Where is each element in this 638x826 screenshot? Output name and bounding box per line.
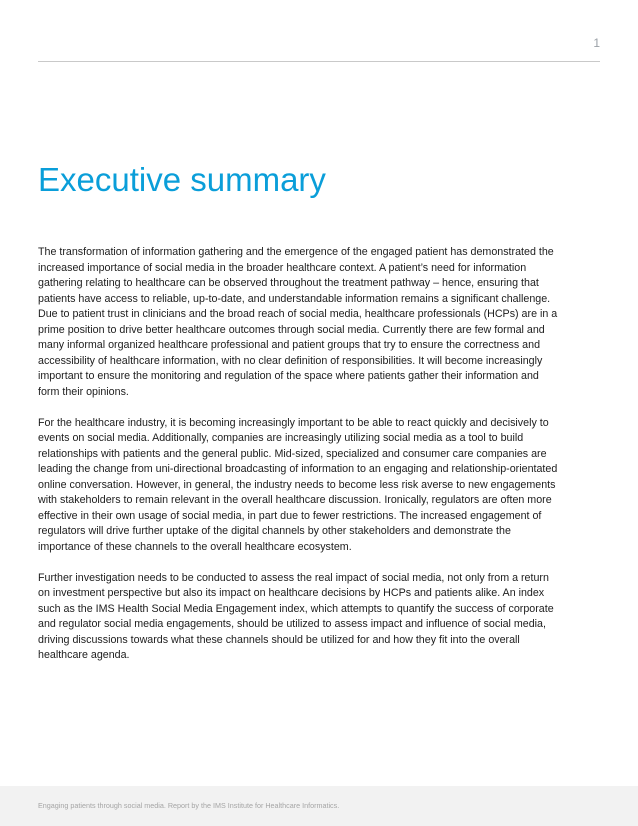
paragraph-1: The transformation of information gathering and the emergence of the engaged patient has demonstrated the increased importance of social media in the broader healthcare context. A patient’s need for information gathering relating to healthcare can be observed throughout the treatment pathway – hence, ensuring that patients have access to reliable, up-to-date, and understandable information remains a significant challenge. Due to patient trust in clinicians and the broad reach of social media, healthcare professionals (HCPs) are in a prime position to drive better healthcare outcomes through social media. Currently there are few formal and many informal organized healthcare professional and patient groups that try to ensure the correctness and accessibility of healthcare information, with no clear definition of responsibilities. It will become increasingly important to ensure the monitoring and regulation of the space where patients gather their information and form their opinions. [38, 246, 558, 398]
header-divider [38, 61, 600, 62]
paragraph-3: Further investigation needs to be conducted to assess the real impact of social media, not only from a return on investment perspective but also its impact on healthcare decisions by HCPs and patients alike. An index such as the IMS Health Social Media Engagement index, which attempts to quantify the success of corporate and regulator social media engagements, should be utilized to assess impact and influence of social media, driving discussions towards what these channels should be utilized for and how they fit into the overall healthcare agenda. [38, 571, 554, 661]
body-text [38, 245, 558, 679]
footer-text: Engaging patients through social media. Report by the IMS Institute for Healthcare Informatics. [38, 801, 340, 810]
page-number: 1 [593, 36, 600, 50]
paragraph-2: For the healthcare industry, it is becoming increasingly important to be able to react quickly and decisively to events on social media. Additionally, companies are increasingly utilizing social media as a tool to build relationships with patients and the general public. Mid-sized, specialized and consumer care companies are leading the change from uni-directional broadcasting of information to an engaging and relationship-orientated online conversation. However, in general, the industry needs to become less risk averse to new engagements with stakeholders to remain relevant in the overall healthcare discussion. Ironically, regulators are often more effective in their own usage of social media, in part due to fewer restrictions. The increased engagement of regulators will drive further uptake of the digital channels by other stakeholders and demonstrate the importance of these channels to the overall healthcare ecosystem. [38, 416, 558, 553]
page-title: Executive summary [38, 161, 326, 198]
